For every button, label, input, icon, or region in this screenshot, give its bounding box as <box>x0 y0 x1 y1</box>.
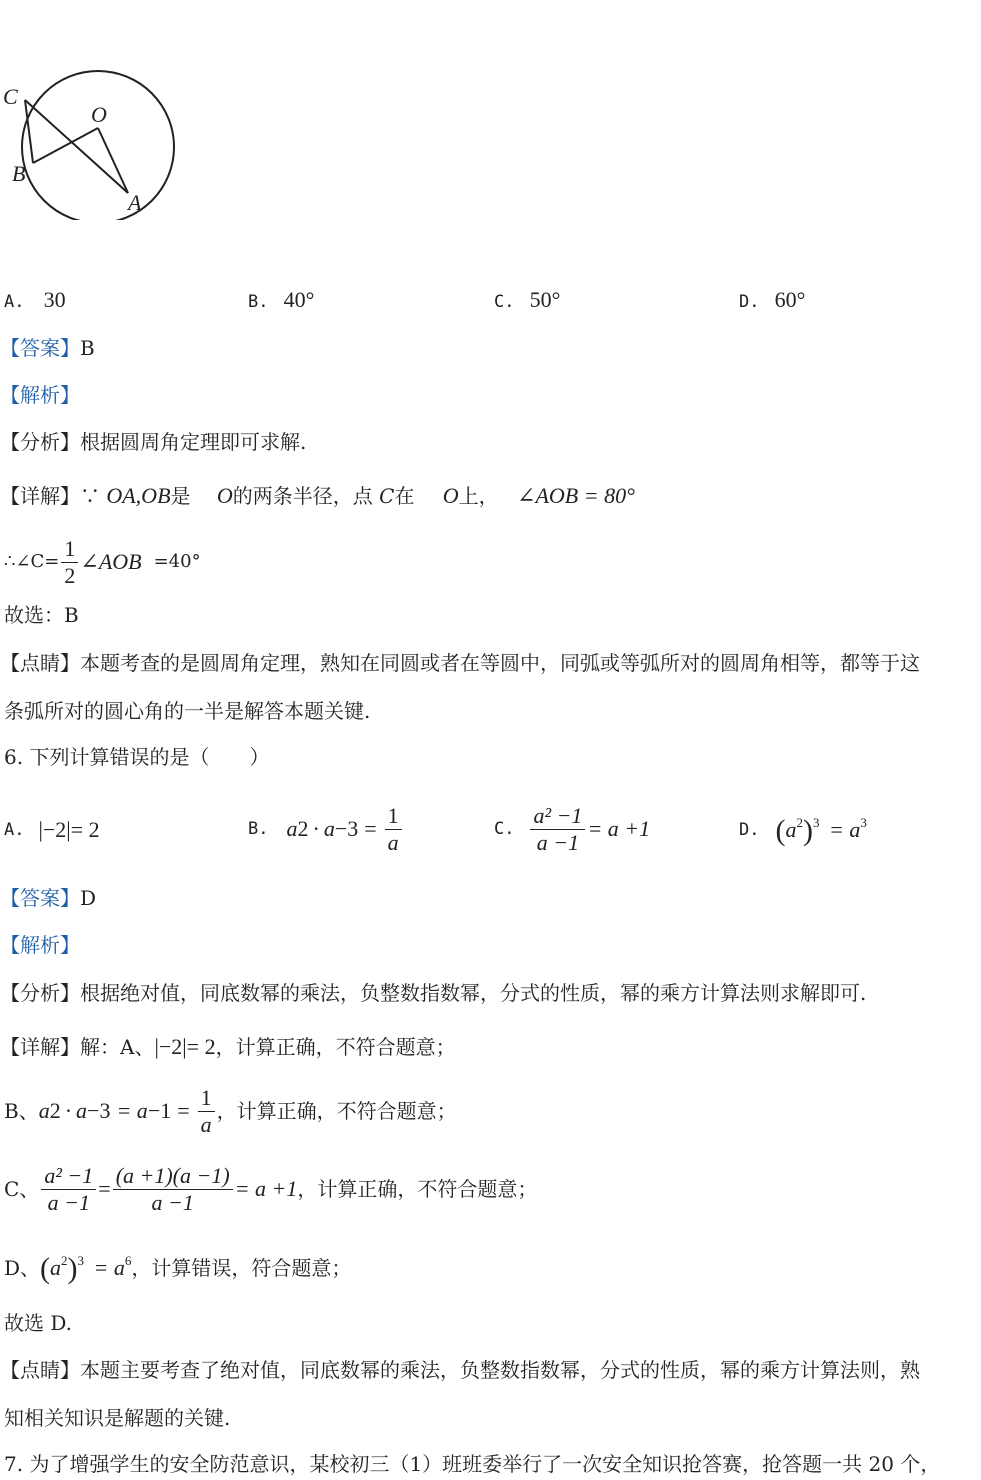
xj-c-prefix: C、 <box>4 1177 40 1201</box>
circle-o: O <box>216 483 233 508</box>
frac-den: a −1 <box>47 1189 90 1215</box>
q5-option-a <box>4 287 66 313</box>
frac-num: (a +1)(a −1) <box>113 1163 233 1190</box>
option-letter: B. <box>248 819 269 839</box>
label-c: C <box>3 84 18 109</box>
q5-choose: 故选：B <box>4 603 79 627</box>
q6-option-a <box>4 802 100 858</box>
label-o: O <box>91 102 107 127</box>
therefore-result: =40° <box>153 551 201 572</box>
xj-c-fraction2 <box>113 1163 233 1216</box>
xj-d-suffix: ，计算错误，符合题意； <box>131 1256 352 1280</box>
b-a1: a <box>286 816 298 841</box>
c-rhs: = a +1 <box>587 816 651 841</box>
option-letter: A. <box>4 820 25 840</box>
half-fraction <box>61 536 78 589</box>
frac-num: 1 <box>61 536 78 563</box>
q6-stem: 6. 下列计算错误的是（ ） <box>4 745 270 769</box>
xj-b-a2: a <box>76 1098 88 1123</box>
circle-figure <box>0 40 190 220</box>
q6-dianjing-line2: 知相关知识是解题的关键. <box>4 1406 231 1430</box>
q6-answer <box>0 886 96 910</box>
q6-option-b: B. a 2 · a −3 = $\frac{1}{a}$ <box>248 796 404 862</box>
option-letter: B. <box>248 292 269 312</box>
xj-a-suffix: ，计算正确，不符合题意； <box>215 1035 456 1059</box>
option-letter: A. <box>4 292 25 312</box>
q6-fenxi <box>0 981 866 1005</box>
xj-zai: 在 <box>394 484 415 508</box>
q5-therefore <box>4 532 201 592</box>
q5-answer <box>0 336 95 360</box>
xj-shi: 是 <box>170 484 191 508</box>
d-rhs: = a <box>828 817 861 842</box>
q5-option-d <box>739 287 805 313</box>
b-dot: · <box>312 816 320 841</box>
frac-num: a² −1 <box>41 1163 96 1190</box>
dianjing-text: 本题主要考查了绝对值，同底数幂的乘法，负整数指数幂，分式的性质，幂的乘方计算法则，熟 <box>80 1358 920 1382</box>
circle-o-2: O <box>442 483 459 508</box>
right-paren: ) <box>802 814 813 847</box>
option-value: 60° <box>774 287 806 312</box>
q5-dianjing-line2: 条弧所对的圆心角的一半是解答本题关键. <box>4 699 371 723</box>
xj-b-prefix: B、 <box>4 1099 39 1123</box>
q6-jiexi-tag: 【解析】 <box>0 933 80 957</box>
d-rhs-sup: 3 <box>860 815 867 830</box>
option-letter: D. <box>739 292 760 312</box>
xj-c-suffix: ，计算正确，不符合题意； <box>297 1177 538 1201</box>
b-a2: a <box>323 816 335 841</box>
q6-choose: 故选 D. <box>4 1311 73 1335</box>
xj-c-eq: = <box>98 1176 111 1201</box>
fenxi-text: 根据圆周角定理即可求解. <box>80 430 307 454</box>
xj-a-math: |−2|= 2 <box>154 1034 216 1059</box>
q5-dianjing-line1 <box>0 651 920 675</box>
because-symbol: ∵ <box>80 484 100 508</box>
q5-fenxi <box>0 430 306 454</box>
xj-c-rhs: = a +1 <box>234 1176 298 1201</box>
option-a-math: |−2|= 2 <box>38 817 100 842</box>
point-c: C <box>379 484 395 508</box>
xj-d-outer-sup: 3 <box>77 1253 85 1268</box>
answer-value: D <box>80 886 97 910</box>
xj-d-inner: a <box>50 1255 62 1280</box>
radius-names: OA,OB <box>106 483 171 508</box>
left-paren: ( <box>40 1252 51 1285</box>
frac-num: 1 <box>385 803 402 830</box>
xj-d-rhs: = a <box>93 1255 125 1280</box>
right-paren: ) <box>67 1252 78 1285</box>
d-expression <box>775 814 867 847</box>
left-paren: ( <box>775 814 786 847</box>
fenxi-tag: 【分析】 <box>0 430 80 454</box>
q6-xiangjie-a <box>0 1035 456 1059</box>
b-fraction <box>385 803 402 856</box>
xj-d-inner-sup: 2 <box>61 1253 68 1268</box>
d-outer-sup: 3 <box>812 815 820 830</box>
xj-b-suffix: ，计算正确，不符合题意； <box>216 1099 457 1123</box>
dianjing-tag: 【点睛】 <box>0 1358 80 1382</box>
xj-c-fraction1 <box>41 1163 96 1216</box>
q5-option-b <box>248 287 314 313</box>
radius-oa <box>98 128 128 193</box>
option-letter: C. <box>494 819 515 839</box>
option-value: 50° <box>529 287 561 312</box>
xj-d-rhs-sup: 6 <box>124 1253 132 1268</box>
frac-den: a −1 <box>151 1189 194 1215</box>
option-letter: D. <box>739 820 760 840</box>
xj-d-expression <box>40 1252 132 1285</box>
frac-num: 1 <box>198 1085 215 1112</box>
label-a: A <box>128 190 142 215</box>
q6-option-d <box>739 802 867 858</box>
frac-num: a² −1 <box>530 803 585 830</box>
q6-xiangjie-b: B、 a 2 · a −3 = a −1 = $\frac{1}{a}$ ，计算正确，不符合题意； <box>4 1084 457 1137</box>
xj-a-prefix: 解：A、 <box>80 1035 155 1059</box>
xiangjie-tag: 【详解】 <box>0 484 80 508</box>
d-inner: a <box>785 817 797 842</box>
fenxi-text: 根据绝对值，同底数幂的乘法，负整数指数幂，分式的性质，幂的乘方计算法则求解即可. <box>80 981 867 1005</box>
xj-b-dot: · <box>64 1098 73 1123</box>
q5-jiexi-tag: 【解析】 <box>0 383 80 407</box>
xj-b-a1: a <box>38 1098 50 1123</box>
answer-tag: 【答案】 <box>0 336 80 360</box>
label-b: B <box>12 161 26 186</box>
frac-den: a <box>200 1111 212 1137</box>
frac-den: a <box>387 829 399 855</box>
answer-value: B <box>80 336 95 360</box>
q5-option-c <box>494 287 560 313</box>
q6-dianjing-line1 <box>0 1358 920 1382</box>
xj-b-fraction <box>198 1085 215 1138</box>
xj-mid: 的两条半径，点 <box>232 484 373 508</box>
q6-xiangjie-d <box>4 1243 351 1293</box>
option-letter: C. <box>494 292 515 312</box>
option-value: 40° <box>283 287 315 312</box>
option-value: 30 <box>43 287 66 312</box>
b-eq: = <box>364 816 377 841</box>
c-fraction <box>530 803 585 856</box>
dianjing-tag: 【点睛】 <box>0 651 80 675</box>
xj-d-prefix: D、 <box>4 1256 41 1280</box>
frac-den: 2 <box>64 562 76 588</box>
q7-stem: 7. 为了增强学生的安全防范意识，某校初三（1）班班委举行了一次安全知识抢答赛，抢答题一共 20 个， <box>4 1452 941 1476</box>
dianjing-text: 本题考查的是圆周角定理，熟知在同圆或者在等圆中，同弧或等弧所对的圆周角相等，都等于这 <box>80 651 920 675</box>
fenxi-tag: 【分析】 <box>0 981 80 1005</box>
chord-ca <box>25 100 128 193</box>
xj-b-eq2: = <box>177 1098 190 1123</box>
q5-xiangjie <box>0 484 635 508</box>
answer-tag: 【答案】 <box>0 886 80 910</box>
d-inner-sup: 2 <box>796 815 803 830</box>
q6-xiangjie-c <box>4 1155 537 1223</box>
frac-den: a −1 <box>536 829 580 855</box>
xj-b-eq1: = a <box>116 1098 148 1123</box>
therefore-prefix: ∴∠C= <box>4 551 60 572</box>
xj-shang: 上， <box>458 484 499 508</box>
therefore-angle: ∠AOB <box>80 549 142 574</box>
circle <box>22 71 174 220</box>
xiangjie-tag: 【详解】 <box>0 1035 80 1059</box>
angle-aob: ∠AOB = 80° <box>517 483 635 508</box>
q6-option-c <box>494 796 650 862</box>
